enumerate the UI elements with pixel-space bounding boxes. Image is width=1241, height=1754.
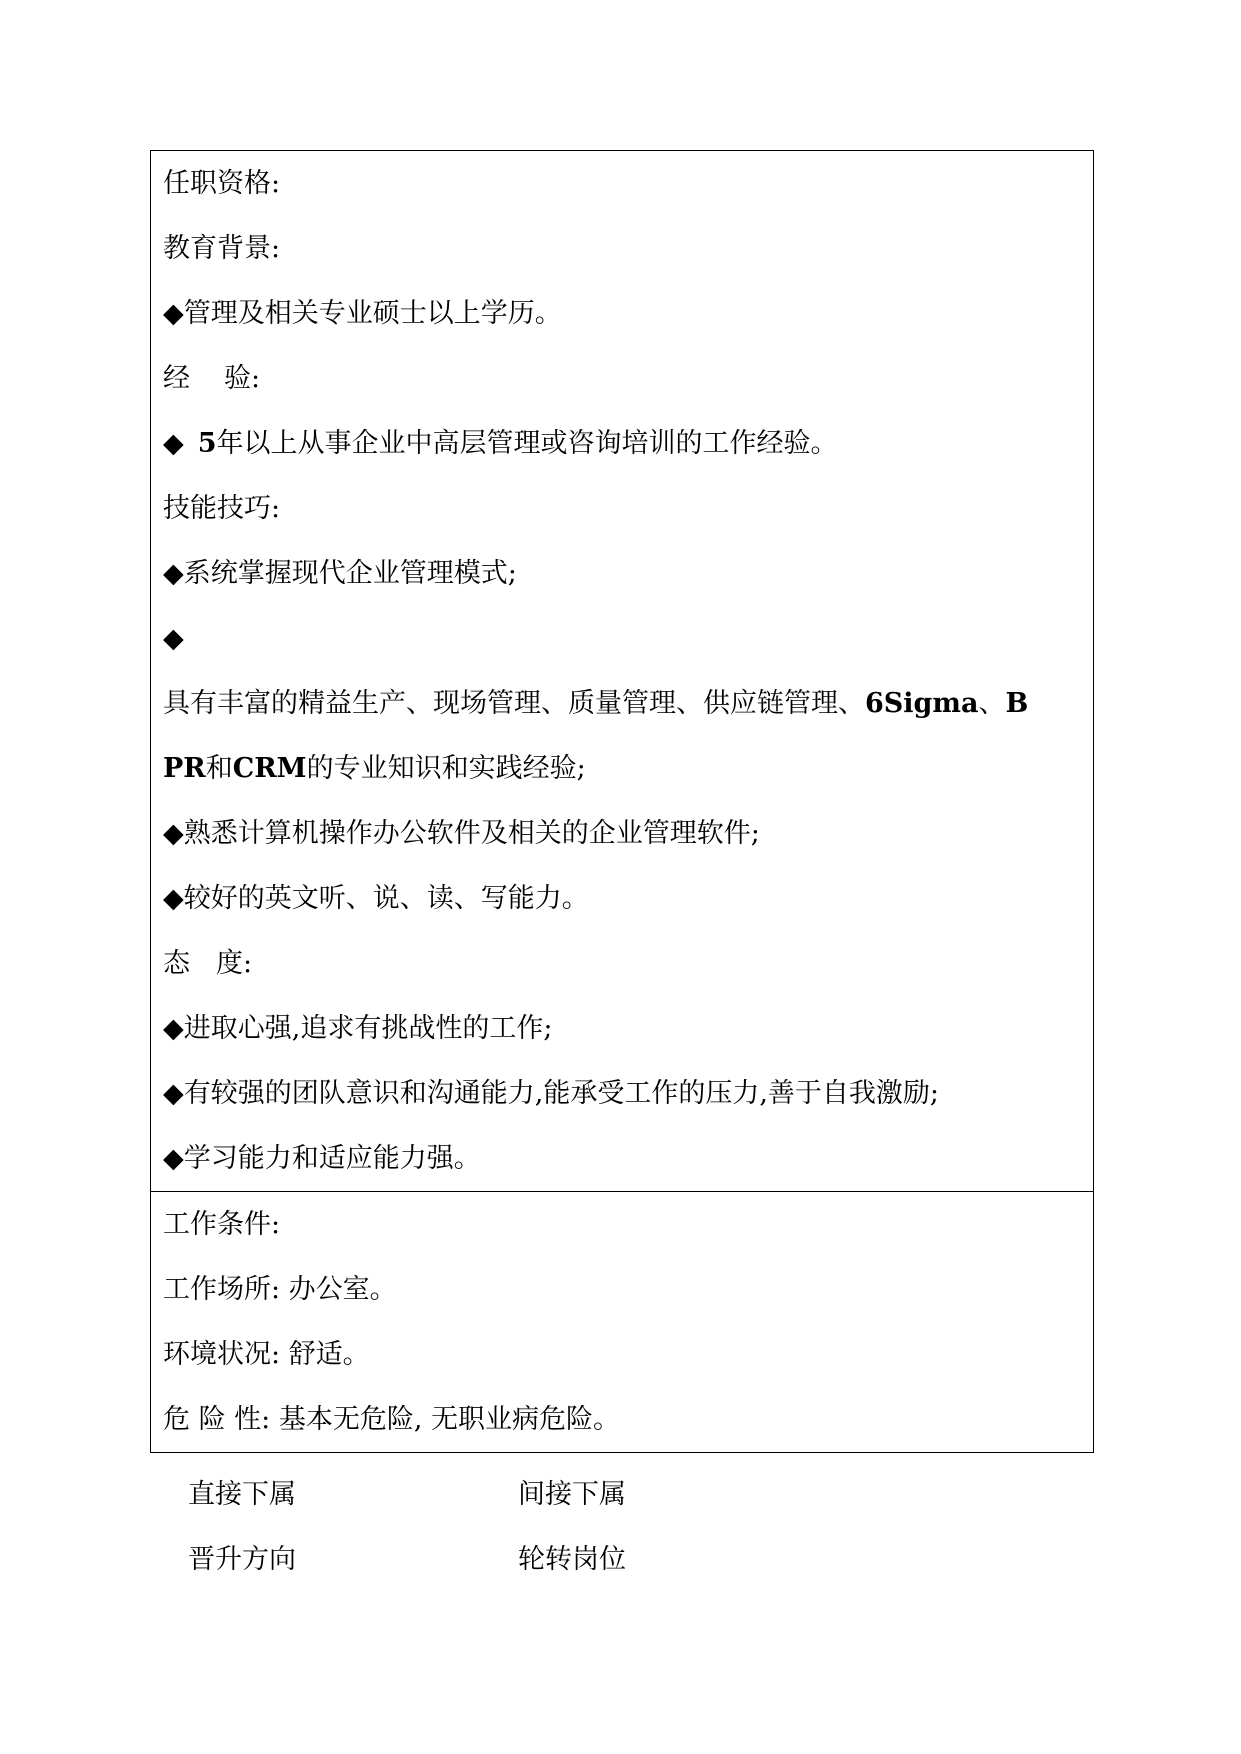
attitude-item: ◆进取心强,追求有挑战性的工作;	[163, 1013, 553, 1044]
work-conditions-cell	[151, 1191, 1093, 1452]
indirect-reports-label: 间接下属	[518, 1479, 626, 1510]
work-location: 工作场所: 办公室。	[163, 1274, 397, 1305]
education-item: ◆管理及相关专业硕士以上学历。	[163, 298, 562, 329]
skills-item-bullet: ◆	[163, 623, 184, 654]
qualifications-title: 任职资格:	[163, 168, 281, 199]
direct-reports-label: 直接下属	[188, 1479, 296, 1510]
footer-row-career	[188, 1527, 888, 1592]
skills-item: ◆系统掌握现代企业管理模式;	[163, 558, 517, 589]
promotion-label: 晋升方向	[188, 1544, 296, 1575]
education-label: 教育背景:	[163, 233, 281, 264]
qualifications-cell	[151, 151, 1093, 1191]
footer-row-reports	[188, 1462, 888, 1527]
experience-label: 经 验:	[163, 363, 261, 394]
work-conditions-title: 工作条件:	[163, 1209, 281, 1240]
experience-item: ◆ 5年以上从事企业中高层管理或咨询培训的工作经验。	[163, 428, 838, 459]
attitude-item: ◆有较强的团队意识和沟通能力,能承受工作的压力,善于自我激励;	[163, 1078, 940, 1109]
attitude-item: ◆学习能力和适应能力强。	[163, 1143, 481, 1174]
footer-rows	[188, 1462, 888, 1592]
skills-item: ◆较好的英文听、说、读、写能力。	[163, 883, 589, 914]
skills-item: ◆熟悉计算机操作办公软件及相关的企业管理软件;	[163, 818, 760, 849]
work-hazard: 危 险 性: 基本无危险, 无职业病危险。	[163, 1404, 621, 1435]
skills-item-line: 具有丰富的精益生产、现场管理、质量管理、供应链管理、6Sigma、B	[163, 688, 1029, 719]
rotation-label: 轮转岗位	[518, 1544, 626, 1575]
work-environment: 环境状况: 舒适。	[163, 1339, 370, 1370]
skills-item-line: PR和CRM的专业知识和实践经验;	[163, 753, 586, 784]
job-description-table	[150, 150, 1094, 1453]
attitude-label: 态 度:	[163, 948, 253, 979]
skills-label: 技能技巧:	[163, 493, 281, 524]
